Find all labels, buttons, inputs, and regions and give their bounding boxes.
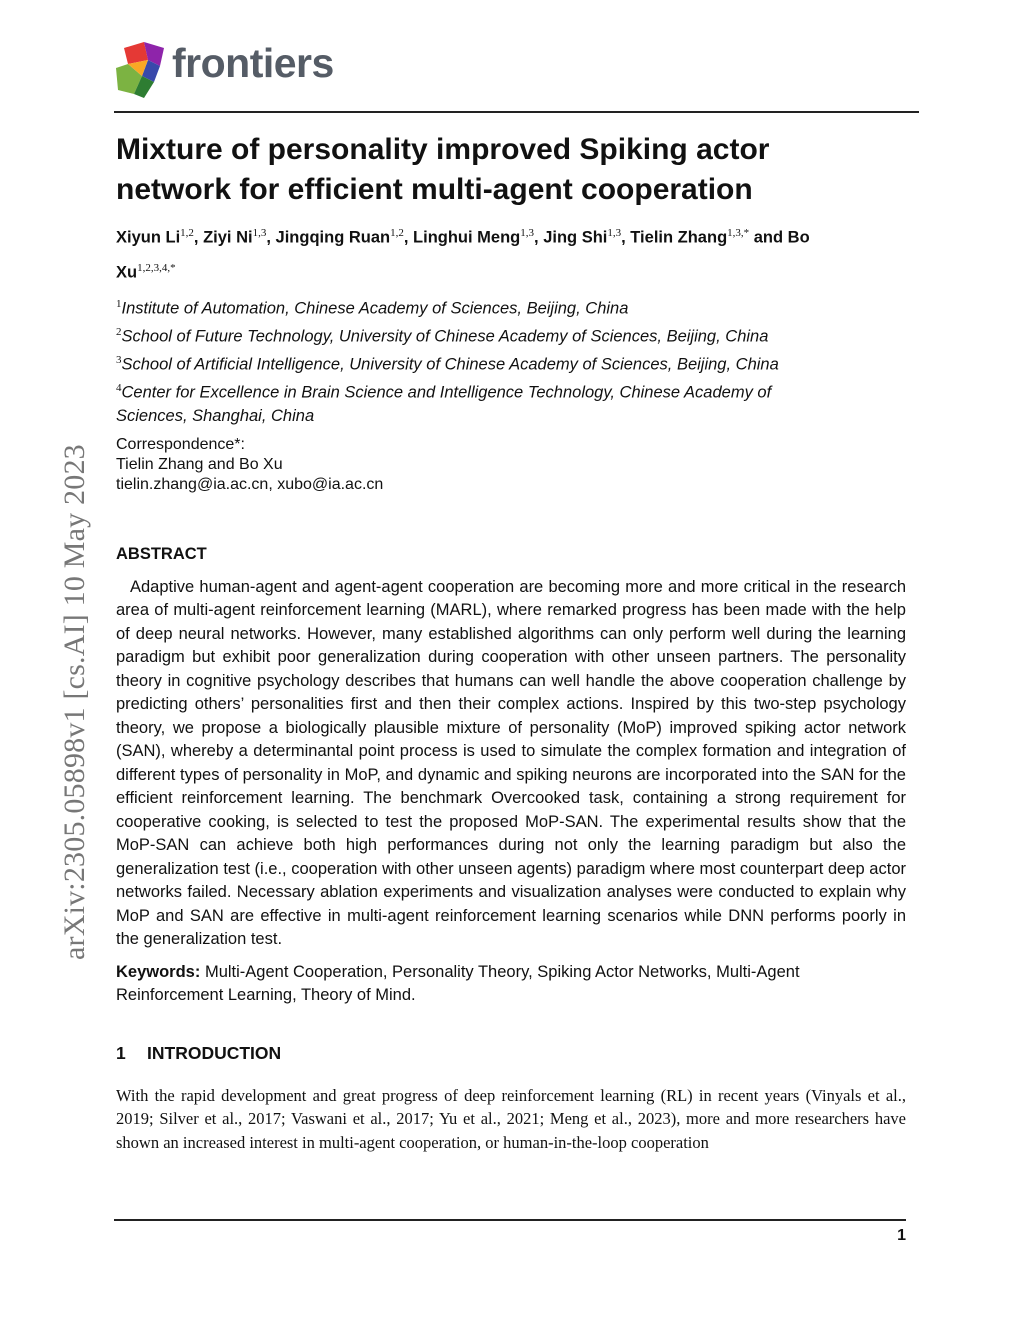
affiliation-item <box>116 349 816 377</box>
author-affiliation-marker: 1,2 <box>180 227 194 239</box>
correspondence-names: Tielin Zhang and Bo Xu <box>116 455 283 473</box>
journal-wordmark: frontiers <box>172 40 334 86</box>
affiliation-text: School of Future Technology, University of Chinese Academy of Sciences, Beijing, China <box>121 327 769 346</box>
paper-body <box>116 130 906 1154</box>
correspondence <box>116 435 906 495</box>
author-name: Jingqing Ruan <box>275 228 391 247</box>
section-heading-introduction <box>116 1043 906 1064</box>
affiliation-item <box>116 293 816 321</box>
author-separator: , <box>403 228 414 247</box>
author-separator: , <box>534 228 544 247</box>
correspondence-label: Correspondence*: <box>116 435 245 453</box>
keywords-text: Multi-Agent Cooperation, Personality Theory, Spiking Actor Networks, Multi-Agent Reinforcement Learning, Theory of Mind. <box>116 962 800 1004</box>
arxiv-stamp: arXiv:2305.05898v1 [cs.AI] 10 May 2023 <box>58 444 91 960</box>
keywords <box>116 961 906 1008</box>
affiliation-number: 2 <box>116 326 122 338</box>
author-affiliation-marker: 1,3,* <box>727 227 750 239</box>
author-separator: , <box>621 228 631 247</box>
author-separator: , <box>193 228 204 247</box>
paper-title: Mixture of personality improved Spiking actor network for efficient multi-agent cooperation <box>116 133 770 206</box>
affiliation-text: Center for Excellence in Brain Science and Intelligence Technology, Chinese Academy of Sciences, Shanghai, China <box>116 383 772 425</box>
author-name: Tielin Zhang <box>630 228 728 247</box>
author-name: Ziyi Ni <box>203 228 253 247</box>
abstract-text: Adaptive human-agent and agent-agent cooperation are becoming more and more critical in the research area of multi-agent reinforcement learning (MARL), where remarked progress has been made with the help of deep neural networks. However, many established algorithms can only perform well during the learning paradigm but exhibit poor generalization during cooperation with other unseen partners. The personality theory in cognitive psychology describes that humans can well handle the above cooperation challenge by predicting others’ personalities first and then their complex actions. Inspired by this two-step psychology theory, we propose a biologically plausible mixture of personality (MoP) improved spiking actor network (SAN), whereby a determinantal point process is used to simulate the complex formation and integration of different types of personality in MoP, and dynamic and spiking neurons are incorporated into the SAN for the efficient reinforcement learning. The benchmark Overcooked task, containing a strong requirement for cooperative cooking, is selected to test the proposed MoP-SAN. The experimental results show that the MoP-SAN can achieve both high performances during not only the learning paradigm but also the generalization test (i.e., cooperation with other unseen agents) paradigm where most counterpart deep actor networks failed. Necessary ablation experiments and visualization analyses were conducted to explain why MoP and SAN are effective in multi-agent reinforcement learning scenarios while DNN performs poorly in the generalization test. <box>116 577 906 948</box>
affiliation-number: 3 <box>116 354 122 366</box>
author-affiliation-marker: 1,3 <box>252 227 267 239</box>
author-name: Linghui Meng <box>413 228 521 247</box>
header-divider <box>114 111 919 113</box>
affiliation-number: 4 <box>116 382 122 394</box>
journal-logo <box>114 38 344 102</box>
author-name: Xiyun Li <box>116 228 181 247</box>
affiliation-text: Institute of Automation, Chinese Academy of Sciences, Beijing, China <box>121 299 629 318</box>
correspondence-emails: tielin.zhang@ia.ac.cn, xubo@ia.ac.cn <box>116 475 384 493</box>
author-affiliation-marker: 1,2 <box>390 227 404 239</box>
section-title: INTRODUCTION <box>147 1042 282 1063</box>
abstract-heading: ABSTRACT <box>116 544 207 563</box>
footer-divider <box>114 1219 906 1221</box>
author-separator: , <box>266 228 276 247</box>
author-affiliation-marker: 1,3 <box>607 227 622 239</box>
affiliation-text: School of Artificial Intelligence, University of Chinese Academy of Sciences, Beijing, China <box>121 355 779 374</box>
affiliation-item <box>116 321 816 349</box>
affiliation-number: 1 <box>116 298 122 310</box>
page-number: 1 <box>897 1227 906 1244</box>
frontiers-logo-icon <box>114 38 168 102</box>
author-affiliation-marker: 1,3 <box>520 227 535 239</box>
author-affiliation-marker: 1,2,3,4,* <box>137 261 176 274</box>
author-list <box>116 218 816 287</box>
keywords-label: Keywords: <box>116 962 201 981</box>
section-number: 1 <box>116 1042 126 1063</box>
affiliation-item <box>116 377 816 429</box>
introduction-text: With the rapid development and great progress of deep reinforcement learning (RL) in recent years (Vinyals et al., 2019; Silver et al., 2017; Vaswani et al., 2017; Yu et al., 2021; Meng et al., 2023), more and more researchers have shown an increased interest in multi-agent cooperation, or human-in-the-loop cooperation <box>116 1085 906 1152</box>
author-name: Jing Shi <box>543 228 608 247</box>
author-separator: and <box>749 228 788 247</box>
author-name: Bo Xu <box>116 228 810 281</box>
affiliation-list <box>116 293 816 429</box>
